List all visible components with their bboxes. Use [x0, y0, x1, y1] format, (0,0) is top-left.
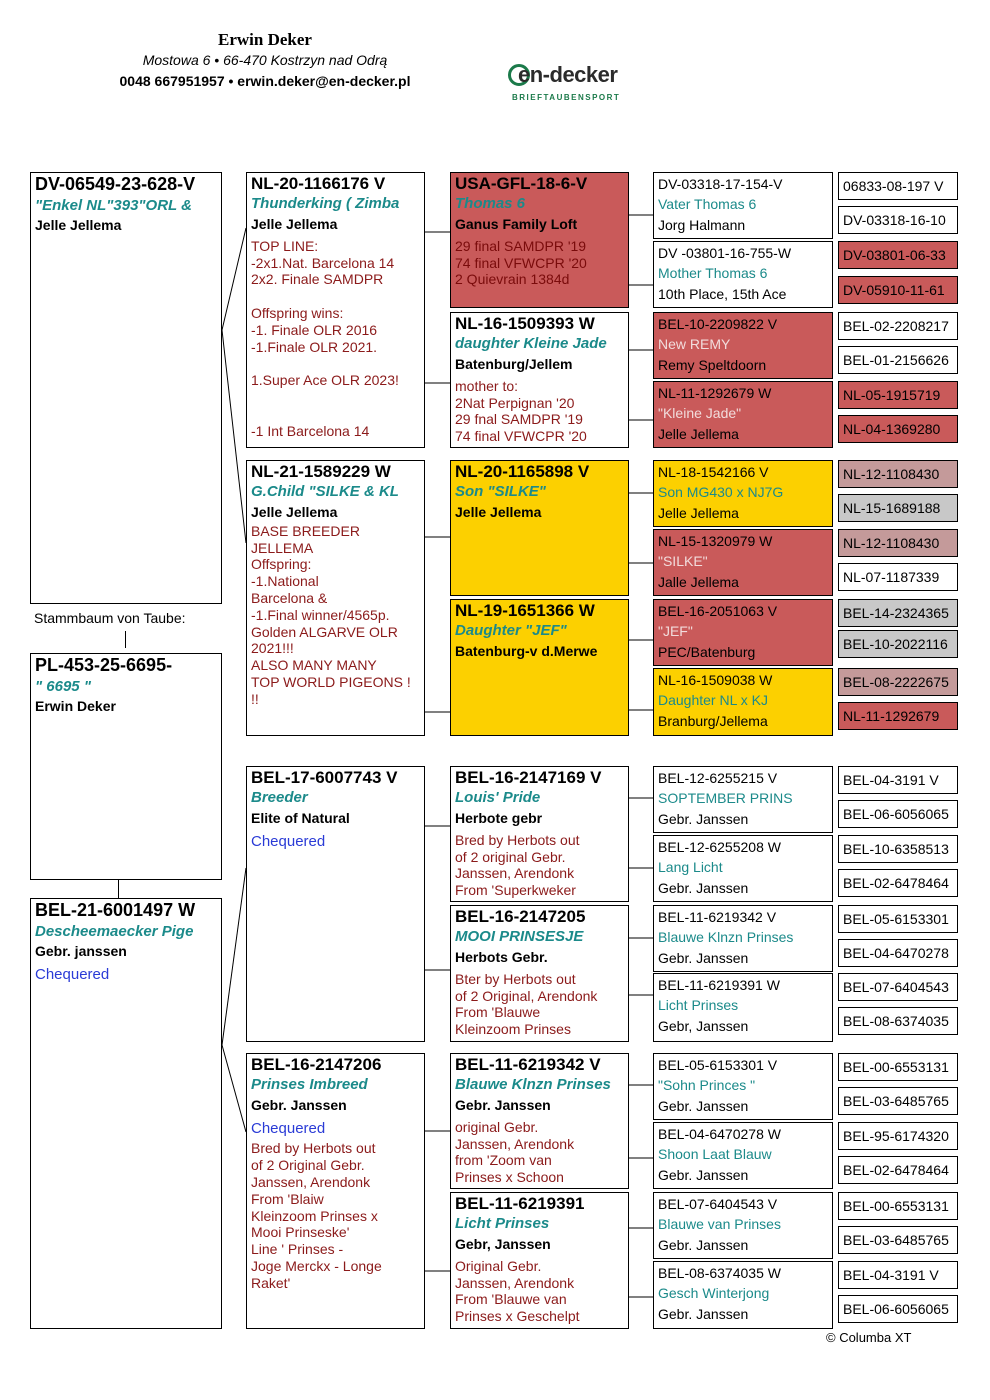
g3-name: Blauwe van Prinses	[658, 1216, 781, 1233]
g1-card-2[interactable]	[246, 460, 425, 736]
g3-card-5[interactable]	[653, 460, 833, 527]
g3-owner: Gebr. Janssen	[658, 879, 749, 896]
g4-card[interactable]: BEL-00-6553131	[838, 1192, 958, 1220]
g1-ring: BEL-16-2147206	[251, 1055, 382, 1074]
g4-card[interactable]: BEL-02-2208217	[838, 312, 958, 340]
g2-ring: NL-20-1165898 V	[455, 462, 590, 481]
g3-ring: BEL-11-6219391 W	[658, 977, 780, 993]
g2-card-3[interactable]	[450, 460, 629, 596]
g2-owner: Gebr, Janssen	[455, 1235, 551, 1252]
g3-card-13[interactable]	[653, 1053, 833, 1120]
g4-card[interactable]: BEL-95-6174320	[838, 1122, 958, 1150]
g2-card-1[interactable]	[450, 172, 629, 308]
g4-card[interactable]: NL-12-1108430	[838, 460, 958, 488]
g3-owner: Jalle Jellema	[658, 573, 739, 590]
g2-ring: BEL-16-2147205	[455, 907, 586, 926]
g1-name: G.Child "SILKE & KL	[251, 483, 399, 501]
breeder-contact: 0048 667951957 • erwin.deker@en-decker.pl	[119, 73, 411, 89]
g4-card[interactable]: BEL-04-3191 V	[838, 766, 958, 794]
g4-card[interactable]: NL-07-1187339	[838, 563, 958, 591]
dam-color: Chequered	[35, 966, 110, 984]
g1-color: Chequered	[251, 832, 326, 850]
g3-name: Mother Thomas 6	[658, 265, 768, 282]
g4-card[interactable]: BEL-00-6553131	[838, 1053, 958, 1081]
g3-name: Gesch Winterjong	[658, 1285, 770, 1302]
g3-card-15[interactable]	[653, 1192, 833, 1259]
g2-name: Blauwe Klnzn Prinses	[455, 1076, 611, 1094]
g4-card[interactable]: DV-03318-16-10	[838, 206, 958, 234]
g3-card-9[interactable]	[653, 766, 833, 833]
g4-card[interactable]: BEL-04-3191 V	[838, 1261, 958, 1289]
g3-card-7[interactable]	[653, 599, 833, 666]
g3-card-10[interactable]	[653, 835, 833, 902]
g2-card-7[interactable]	[450, 1053, 629, 1189]
g2-name: daughter Kleine Jade	[455, 335, 607, 353]
g3-owner: 10th Place, 15th Ace	[658, 285, 787, 302]
g3-owner: Gebr. Janssen	[658, 949, 749, 966]
g4-card[interactable]: DV-05910-11-61	[838, 276, 958, 304]
g4-card[interactable]: NL-12-1108430	[838, 529, 958, 557]
g2-notes: original Gebr. Janssen, Arendonk from 'Zoom van Prinses x Schoon	[455, 1118, 575, 1186]
g3-name: Daughter NL x KJ	[658, 692, 768, 709]
g3-ring: BEL-11-6219342 V	[658, 909, 777, 925]
g1-name: Thunderking ( Zimba	[251, 195, 400, 213]
g2-card-2[interactable]	[450, 312, 629, 448]
g2-notes: 29 final SAMDPR '19 74 final VFWCPR '20 2 Quievrain 1384d	[455, 237, 587, 288]
g3-name: "JEF"	[658, 623, 693, 640]
g1-color: Chequered	[251, 1119, 326, 1137]
g3-card-3[interactable]	[653, 312, 833, 379]
g2-name: MOOI PRINSESJE	[455, 928, 584, 946]
g2-name: Son "SILKE"	[455, 483, 546, 501]
g1-ring: NL-20-1166176 V	[251, 174, 386, 193]
g4-card[interactable]: BEL-03-6485765	[838, 1087, 958, 1115]
g2-card-8[interactable]	[450, 1192, 629, 1329]
g3-ring: BEL-10-2209822 V	[658, 316, 778, 332]
g3-name: Vater Thomas 6	[658, 196, 757, 213]
g4-card[interactable]: BEL-04-6470278	[838, 939, 958, 967]
subject-name: " 6695 "	[35, 677, 91, 695]
g3-ring: DV-03318-17-154-V	[658, 176, 783, 192]
g1-name: Breeder	[251, 789, 308, 807]
g2-name: Daughter "JEF"	[455, 622, 567, 640]
g4-card[interactable]: BEL-14-2324365	[838, 599, 958, 627]
dam-ring: BEL-21-6001497 W	[35, 900, 196, 920]
g3-name: SOPTEMBER PRINS	[658, 790, 793, 807]
g3-ring: BEL-04-6470278 W	[658, 1126, 781, 1142]
g3-owner: PEC/Batenburg	[658, 643, 756, 660]
g3-name: "Kleine Jade"	[658, 405, 742, 422]
g1-owner: Elite of Natural	[251, 809, 350, 826]
g3-owner: Gebr. Janssen	[658, 1097, 749, 1114]
g4-card[interactable]: 06833-08-197 V	[838, 172, 958, 200]
g2-ring: NL-16-1509393 W	[455, 314, 595, 333]
g3-owner: Remy Speltdoorn	[658, 356, 767, 373]
g3-card-4[interactable]	[653, 381, 833, 448]
g1-owner: Jelle Jellema	[251, 503, 338, 520]
g4-card[interactable]: BEL-01-2156626	[838, 346, 958, 374]
g3-ring: NL-15-1320979 W	[658, 533, 773, 549]
g4-card[interactable]: NL-11-1292679	[838, 702, 958, 730]
g3-card-2[interactable]	[653, 241, 833, 308]
g3-owner: Gebr, Janssen	[658, 1017, 749, 1034]
g2-notes: Bred by Herbots out of 2 original Gebr. Janssen, Arendonk From 'Superkweker	[455, 831, 580, 899]
g4-card[interactable]: BEL-06-6056065	[838, 1295, 958, 1323]
g3-owner: Gebr. Janssen	[658, 1305, 749, 1322]
g3-ring: DV -03801-16-755-W	[658, 245, 792, 261]
g2-ring: BEL-11-6219342 V	[455, 1055, 601, 1074]
g2-owner: Batenburg-v d.Merwe	[455, 642, 598, 659]
g2-owner: Herbots Gebr.	[455, 948, 548, 965]
g3-card-14[interactable]	[653, 1122, 833, 1189]
g1-ring: NL-21-1589229 W	[251, 462, 391, 481]
g1-owner: Jelle Jellema	[251, 215, 338, 232]
g3-owner: Gebr. Janssen	[658, 810, 749, 827]
g2-owner: Batenburg/Jellem	[455, 355, 573, 372]
sire-name: "Enkel NL"393"ORL &	[35, 196, 192, 214]
g3-card-11[interactable]	[653, 905, 833, 972]
g4-card[interactable]: NL-15-1689188	[838, 494, 958, 522]
g3-owner: Gebr. Janssen	[658, 1236, 749, 1253]
g2-notes: mother to: 2Nat Perpignan '20 29 fnal SAMDPR '19 74 final VFWCPR '20	[455, 377, 587, 445]
g4-card[interactable]: BEL-07-6404543	[838, 973, 958, 1001]
g1-card-4[interactable]	[246, 1053, 425, 1329]
g2-notes: Original Gebr. Janssen, Arendonk From 'Blauwe van Prinses x Geschelpt	[455, 1257, 580, 1325]
g3-owner: Jorg Halmann	[658, 216, 746, 233]
g3-ring: BEL-07-6404543 V	[658, 1196, 778, 1212]
g3-ring: BEL-12-6255215 V	[658, 770, 778, 786]
g1-owner: Gebr. Janssen	[251, 1096, 347, 1113]
g3-name: "Sohn Princes "	[658, 1077, 756, 1094]
g1-notes: TOP LINE: -2x1.Nat. Barcelona 14 2x2. Finale SAMDPR Offspring wins: -1. Finale OLR 2016 -1.Finale OLR 2021. 1.Super Ace OLR 2023! -1 Int Barcelona 14	[251, 237, 399, 439]
g3-card-6[interactable]	[653, 529, 833, 596]
g1-card-1[interactable]	[246, 172, 425, 448]
g2-ring: USA-GFL-18-6-V	[455, 174, 588, 193]
g1-notes: Bred by Herbots out of 2 Original Gebr. Janssen, Arendonk From 'Blaiw Kleinzoom Prinses x Mooi Prinseske' Line ' Prinses - Joge Merckx - Longe Raket'	[251, 1140, 382, 1291]
g4-card[interactable]: BEL-05-6153301	[838, 905, 958, 933]
sire-owner: Jelle Jellema	[35, 217, 122, 234]
g2-card-4[interactable]	[450, 599, 629, 736]
g4-card[interactable]: BEL-08-2222675	[838, 668, 958, 696]
g4-card[interactable]: BEL-10-6358513	[838, 835, 958, 863]
g3-card-1[interactable]	[653, 172, 833, 239]
g3-name: Licht Prinses	[658, 997, 739, 1014]
dam-name: Descheemaecker Pige	[35, 922, 194, 940]
g3-owner: Branburg/Jellema	[658, 712, 768, 729]
g3-name: Lang Licht	[658, 859, 723, 876]
g3-name: Shoon Laat Blauw	[658, 1146, 772, 1163]
g1-card-3[interactable]	[246, 766, 425, 1042]
g3-ring: BEL-12-6255208 W	[658, 839, 781, 855]
logo-subtitle: BRIEFTAUBENSPORT	[512, 93, 621, 102]
g1-notes: BASE BREEDER JELLEMA Offspring: -1.National Barcelona & -1.Final winner/4565p. Golden ALGARVE OLR 2021!!! ALSO MANY MANY TOP WORLD PIGEONS ! !!	[251, 522, 411, 707]
stammbaum-label: Stammbaum von Taube:	[34, 610, 186, 626]
g2-name: Louis' Pride	[455, 789, 541, 807]
g3-owner: Jelle Jellema	[658, 425, 739, 442]
g3-owner: Jelle Jellema	[658, 504, 739, 521]
g4-card[interactable]: NL-05-1915719	[838, 381, 958, 409]
g3-ring: BEL-16-2051063 V	[658, 603, 778, 619]
g2-name: Licht Prinses	[455, 1215, 550, 1233]
g3-name: Son MG430 x NJ7G	[658, 484, 784, 501]
g3-owner: Gebr. Janssen	[658, 1166, 749, 1183]
sire-ring: DV-06549-23-628-V	[35, 174, 196, 194]
g2-owner: Herbote gebr	[455, 809, 543, 826]
g3-name: "SILKE"	[658, 553, 708, 570]
g3-card-8[interactable]	[653, 668, 833, 736]
breeder-address: Mostowa 6 • 66-470 Kostrzyn nad Odrą	[142, 52, 388, 68]
g3-ring: NL-16-1509038 W	[658, 672, 773, 688]
g2-notes: Bter by Herbots out of 2 Original, Arendonk From 'Blauwe Kleinzoom Prinses	[455, 970, 598, 1038]
g4-card[interactable]: BEL-03-6485765	[838, 1226, 958, 1254]
g2-ring: BEL-16-2147169 V	[455, 768, 602, 787]
g3-name: New REMY	[658, 336, 731, 353]
g3-ring: NL-11-1292679 W	[658, 385, 772, 401]
g2-card-5[interactable]	[450, 766, 629, 902]
g3-card-16[interactable]	[653, 1261, 833, 1329]
g4-card[interactable]: BEL-02-6478464	[838, 869, 958, 897]
g3-ring: BEL-08-6374035 W	[658, 1265, 781, 1281]
subject-owner: Erwin Deker	[35, 698, 116, 715]
g3-card-12[interactable]	[653, 973, 833, 1042]
g3-name: Blauwe Klnzn Prinses	[658, 929, 794, 946]
g2-ring: NL-19-1651366 W	[455, 601, 595, 620]
g4-card[interactable]: BEL-10-2022116	[838, 630, 958, 658]
logo-text: en-decker	[518, 62, 618, 87]
g4-card[interactable]: BEL-06-6056065	[838, 800, 958, 828]
g2-owner: Gebr. Janssen	[455, 1096, 551, 1113]
dam-owner: Gebr. janssen	[35, 943, 127, 960]
g1-name: Prinses Imbreed	[251, 1076, 368, 1094]
g1-ring: BEL-17-6007743 V	[251, 768, 398, 787]
g2-owner: Ganus Family Loft	[455, 215, 578, 232]
g4-card[interactable]: BEL-02-6478464	[838, 1156, 958, 1184]
g3-ring: BEL-05-6153301 V	[658, 1057, 778, 1073]
breeder-name: Erwin Deker	[218, 30, 312, 49]
g4-card[interactable]: NL-04-1369280	[838, 415, 958, 443]
g2-name: Thomas 6	[455, 195, 526, 213]
g2-owner: Jelle Jellema	[455, 503, 542, 520]
g2-ring: BEL-11-6219391	[455, 1194, 585, 1213]
g4-card[interactable]: BEL-08-6374035	[838, 1007, 958, 1035]
footer-credit: © Columba XT	[826, 1330, 912, 1345]
subject-ring: PL-453-25-6695-	[35, 655, 173, 675]
g3-ring: NL-18-1542166 V	[658, 464, 769, 480]
g2-card-6[interactable]	[450, 905, 629, 1042]
g4-card[interactable]: DV-03801-06-33	[838, 241, 958, 269]
